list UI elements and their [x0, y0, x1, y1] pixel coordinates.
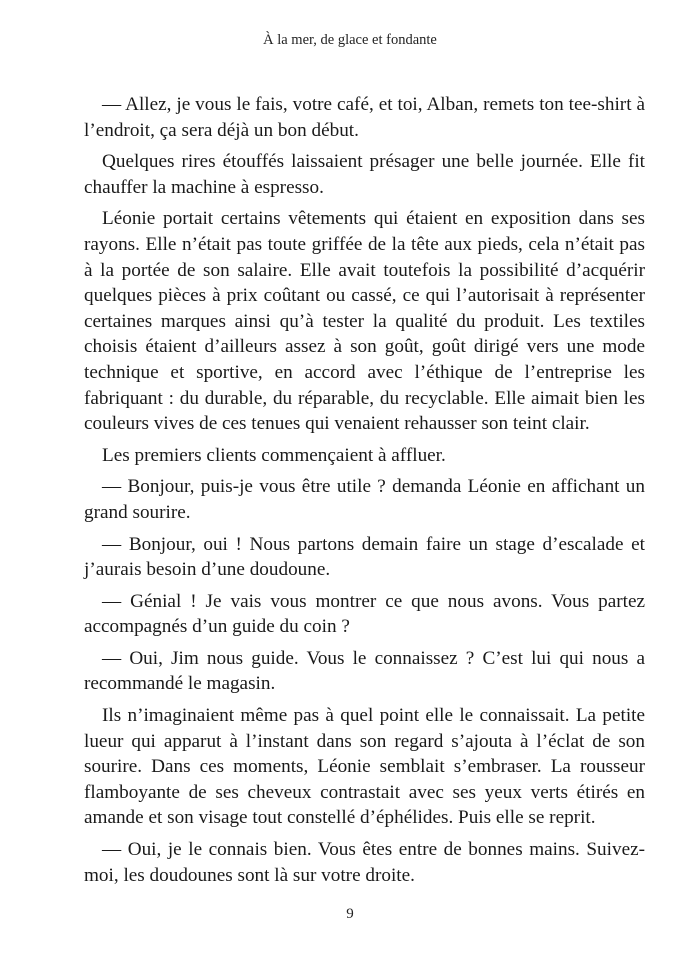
paragraph: Les premiers clients commençaient à affluer. [102, 444, 446, 466]
paragraph: Léonie portait certains vêtements qui étaient en exposition dans ses rayons. Elle n’était pas toute griffée de la tête aux pieds, cela n’était pas à la portée de son salaire. Elle avait toutefois la possibilité d’acquérir quelques pièces à prix coûtant ou cassé, ce qui l’autorisait à représenter certaines marques ainsi qu’à tester la qualité du produit. Les textiles choisis étaient d’ailleurs assez à son goût, goût dirigé vers une mode technique et sportive, en accord avec l’éthique de l’entreprise les fabriquant : du durable, du réparable, du recyclable. Elle aimait bien les couleurs vives de ces tenues qui venaient rehausser son teint clair. [84, 208, 645, 435]
paragraph: — Oui, je le connais bien. Vous êtes entre de bonnes mains. Suivez-moi, les doudounes sont là sur votre droite. [84, 839, 645, 886]
paragraph: — Oui, Jim nous guide. Vous le connaissez ? C’est lui qui nous a recommandé le magasin. [84, 647, 645, 695]
paragraph: Ils n’imaginaient même pas à quel point elle le connaissait. La petite lueur qui apparut à l’instant dans son regard s’ajouta à l’éclat de son sourire. Dans ces moments, Léonie semblait s’embraser. La rousseur flamboyante de ses cheveux contrastait avec ses yeux verts étirés en amande et son visage tout constellé d’éphélides. Puis elle se reprit. [84, 705, 645, 829]
paragraph: — Bonjour, puis-je vous être utile ? demanda Léonie en affichant un grand sourire. [84, 476, 645, 523]
running-header: À la mer, de glace et fondante [263, 32, 437, 48]
body-text [84, 92, 645, 894]
paragraph: — Allez, je vous le fais, votre café, et toi, Alban, remets ton tee-shirt à l’endroit, ça sera déjà un bon début. [84, 94, 645, 141]
paragraph: — Bonjour, oui ! Nous partons demain faire un stage d’escalade et j’aurais besoin d’une doudoune. [84, 533, 645, 581]
page-number: 9 [346, 906, 354, 922]
paragraph: — Génial ! Je vais vous montrer ce que nous avons. Vous partez accompagnés d’un guide du coin ? [84, 590, 645, 638]
paragraph: Quelques rires étouffés laissaient présager une belle journée. Elle fit chauffer la machine à espresso. [84, 151, 645, 198]
